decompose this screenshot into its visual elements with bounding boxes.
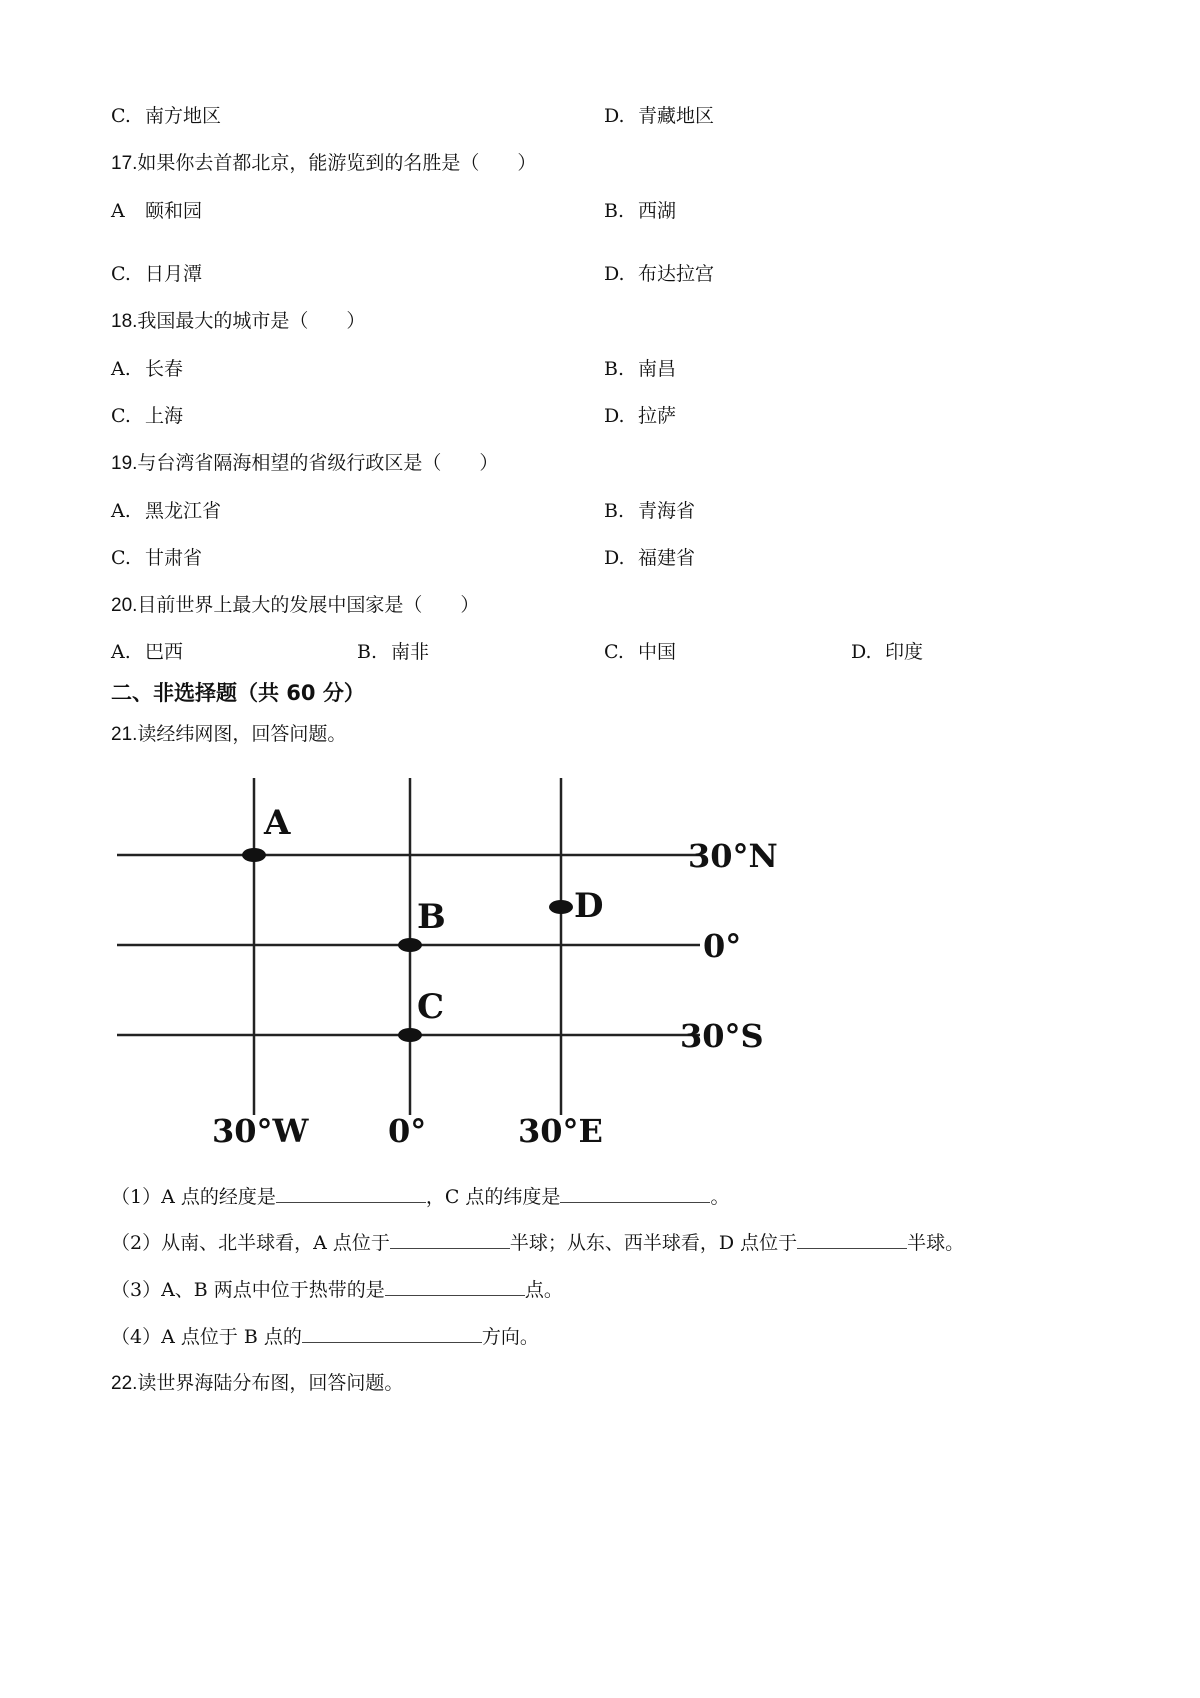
q20-option-b xyxy=(357,640,429,664)
question-number: 19. xyxy=(111,453,138,474)
option-text: 南非 xyxy=(391,641,430,663)
lon-label-30w: 30°W xyxy=(212,1112,309,1150)
q20-option-a xyxy=(111,640,183,664)
option-letter: D. xyxy=(604,547,625,569)
option-text: 中国 xyxy=(638,641,677,663)
question-number: 17. xyxy=(111,153,138,174)
option-text: 青海省 xyxy=(638,500,696,522)
q17-option-d xyxy=(604,262,714,286)
q19-stem xyxy=(111,451,498,476)
point-d-dot xyxy=(549,900,573,914)
question-number: 21. xyxy=(111,724,138,745)
sub1-mid: ，C 点的纬度是 xyxy=(425,1186,561,1208)
q18-stem xyxy=(111,309,365,334)
point-b-label: B xyxy=(417,897,446,937)
option-text: 巴西 xyxy=(145,641,184,663)
q21-sub3 xyxy=(111,1277,563,1302)
sub2-prefix: （2）从南、北半球看，A 点位于 xyxy=(111,1232,390,1254)
question-text: 与台湾省隔海相望的省级行政区是（ ） xyxy=(137,452,499,474)
q17-option-a xyxy=(111,199,202,223)
q21-stem xyxy=(111,722,346,747)
sub4-prefix: （4）A 点位于 B 点的 xyxy=(111,1326,302,1348)
option-text: 南方地区 xyxy=(145,105,222,127)
option-letter: A xyxy=(111,200,125,222)
option-text: 上海 xyxy=(145,405,184,427)
question-text: 我国最大的城市是（ ） xyxy=(137,310,366,332)
option-text: 西湖 xyxy=(638,200,677,222)
option-text: 福建省 xyxy=(638,547,696,569)
q19-option-b xyxy=(604,499,695,523)
point-b-dot xyxy=(398,938,422,952)
sub3-prefix: （3）A、B 两点中位于热带的是 xyxy=(111,1279,385,1301)
question-text: 读经纬网图，回答问题。 xyxy=(137,723,347,745)
q21-sub2 xyxy=(111,1230,964,1255)
q17-option-c xyxy=(111,262,202,286)
q21-sub1 xyxy=(111,1184,729,1209)
question-text: 如果你去首都北京，能游览到的名胜是（ ） xyxy=(137,152,537,174)
question-number: 20. xyxy=(111,595,138,616)
point-a-label: A xyxy=(264,803,291,843)
option-text: 拉萨 xyxy=(638,405,677,427)
q18-option-b xyxy=(604,357,676,381)
option-letter: C. xyxy=(111,547,131,569)
option-text: 青藏地区 xyxy=(638,105,715,127)
sub2-suffix: 半球。 xyxy=(907,1232,965,1254)
section-heading: 二、非选择题（共 60 分） xyxy=(111,681,365,705)
option-text: 长春 xyxy=(145,358,184,380)
q22-stem xyxy=(111,1371,403,1396)
option-text: 甘肃省 xyxy=(145,547,203,569)
q19-option-d xyxy=(604,546,695,570)
q16-option-d xyxy=(604,104,714,128)
sub1-suffix: 。 xyxy=(710,1186,730,1208)
option-letter: C. xyxy=(604,641,624,663)
option-text: 印度 xyxy=(885,641,924,663)
point-c-label: C xyxy=(417,987,445,1027)
q19-option-c xyxy=(111,546,202,570)
answer-blank-direction[interactable] xyxy=(302,1324,482,1343)
q18-option-c xyxy=(111,404,183,428)
lat-label-30n: 30°N xyxy=(688,837,778,875)
answer-blank-d-hemisphere[interactable] xyxy=(797,1230,907,1249)
option-letter: B. xyxy=(357,641,378,663)
sub3-suffix: 点。 xyxy=(524,1279,563,1301)
q19-option-a xyxy=(111,499,221,523)
point-a-dot xyxy=(242,848,266,862)
lat-label-30s: 30°S xyxy=(680,1017,764,1055)
option-text: 黑龙江省 xyxy=(145,500,222,522)
option-letter: A. xyxy=(111,358,131,380)
q21-sub4 xyxy=(111,1324,539,1349)
question-text: 读世界海陆分布图，回答问题。 xyxy=(137,1372,404,1394)
q17-stem xyxy=(111,151,536,176)
option-letter: D. xyxy=(851,641,872,663)
q18-option-d xyxy=(604,404,676,428)
option-letter: C. xyxy=(111,263,131,285)
question-text: 目前世界上最大的发展中国家是（ ） xyxy=(137,594,480,616)
option-letter: B. xyxy=(604,358,625,380)
option-letter: D. xyxy=(604,263,625,285)
option-text: 布达拉宫 xyxy=(638,263,715,285)
option-letter: A. xyxy=(111,641,131,663)
lat-label-0: 0° xyxy=(703,927,742,965)
option-text: 日月潭 xyxy=(145,263,203,285)
q18-option-a xyxy=(111,357,183,381)
q20-option-c xyxy=(604,640,676,664)
point-d-label: D xyxy=(574,886,604,926)
q20-option-d xyxy=(851,640,923,664)
sub1-prefix: （1）A 点的经度是 xyxy=(111,1186,276,1208)
lat-lon-grid-figure xyxy=(0,770,900,1160)
answer-blank-a-longitude[interactable] xyxy=(276,1184,426,1203)
option-letter: B. xyxy=(604,500,625,522)
option-text: 颐和园 xyxy=(145,200,203,222)
lon-label-0: 0° xyxy=(388,1112,427,1150)
answer-blank-tropical-point[interactable] xyxy=(385,1277,525,1296)
option-letter: D. xyxy=(604,105,625,127)
option-text: 南昌 xyxy=(638,358,677,380)
option-letter: C. xyxy=(111,405,131,427)
q16-option-c xyxy=(111,104,221,128)
answer-blank-c-latitude[interactable] xyxy=(560,1184,710,1203)
answer-blank-a-hemisphere[interactable] xyxy=(390,1230,510,1249)
q17-option-b xyxy=(604,199,676,223)
q20-stem xyxy=(111,593,479,618)
option-letter: A. xyxy=(111,500,131,522)
sub2-mid: 半球；从东、西半球看，D 点位于 xyxy=(509,1232,798,1254)
point-c-dot xyxy=(398,1028,422,1042)
option-letter: C. xyxy=(111,105,131,127)
question-number: 22. xyxy=(111,1373,138,1394)
lon-label-30e: 30°E xyxy=(518,1112,603,1150)
option-letter: D. xyxy=(604,405,625,427)
option-letter: B. xyxy=(604,200,625,222)
question-number: 18. xyxy=(111,311,138,332)
sub4-suffix: 方向。 xyxy=(481,1326,539,1348)
